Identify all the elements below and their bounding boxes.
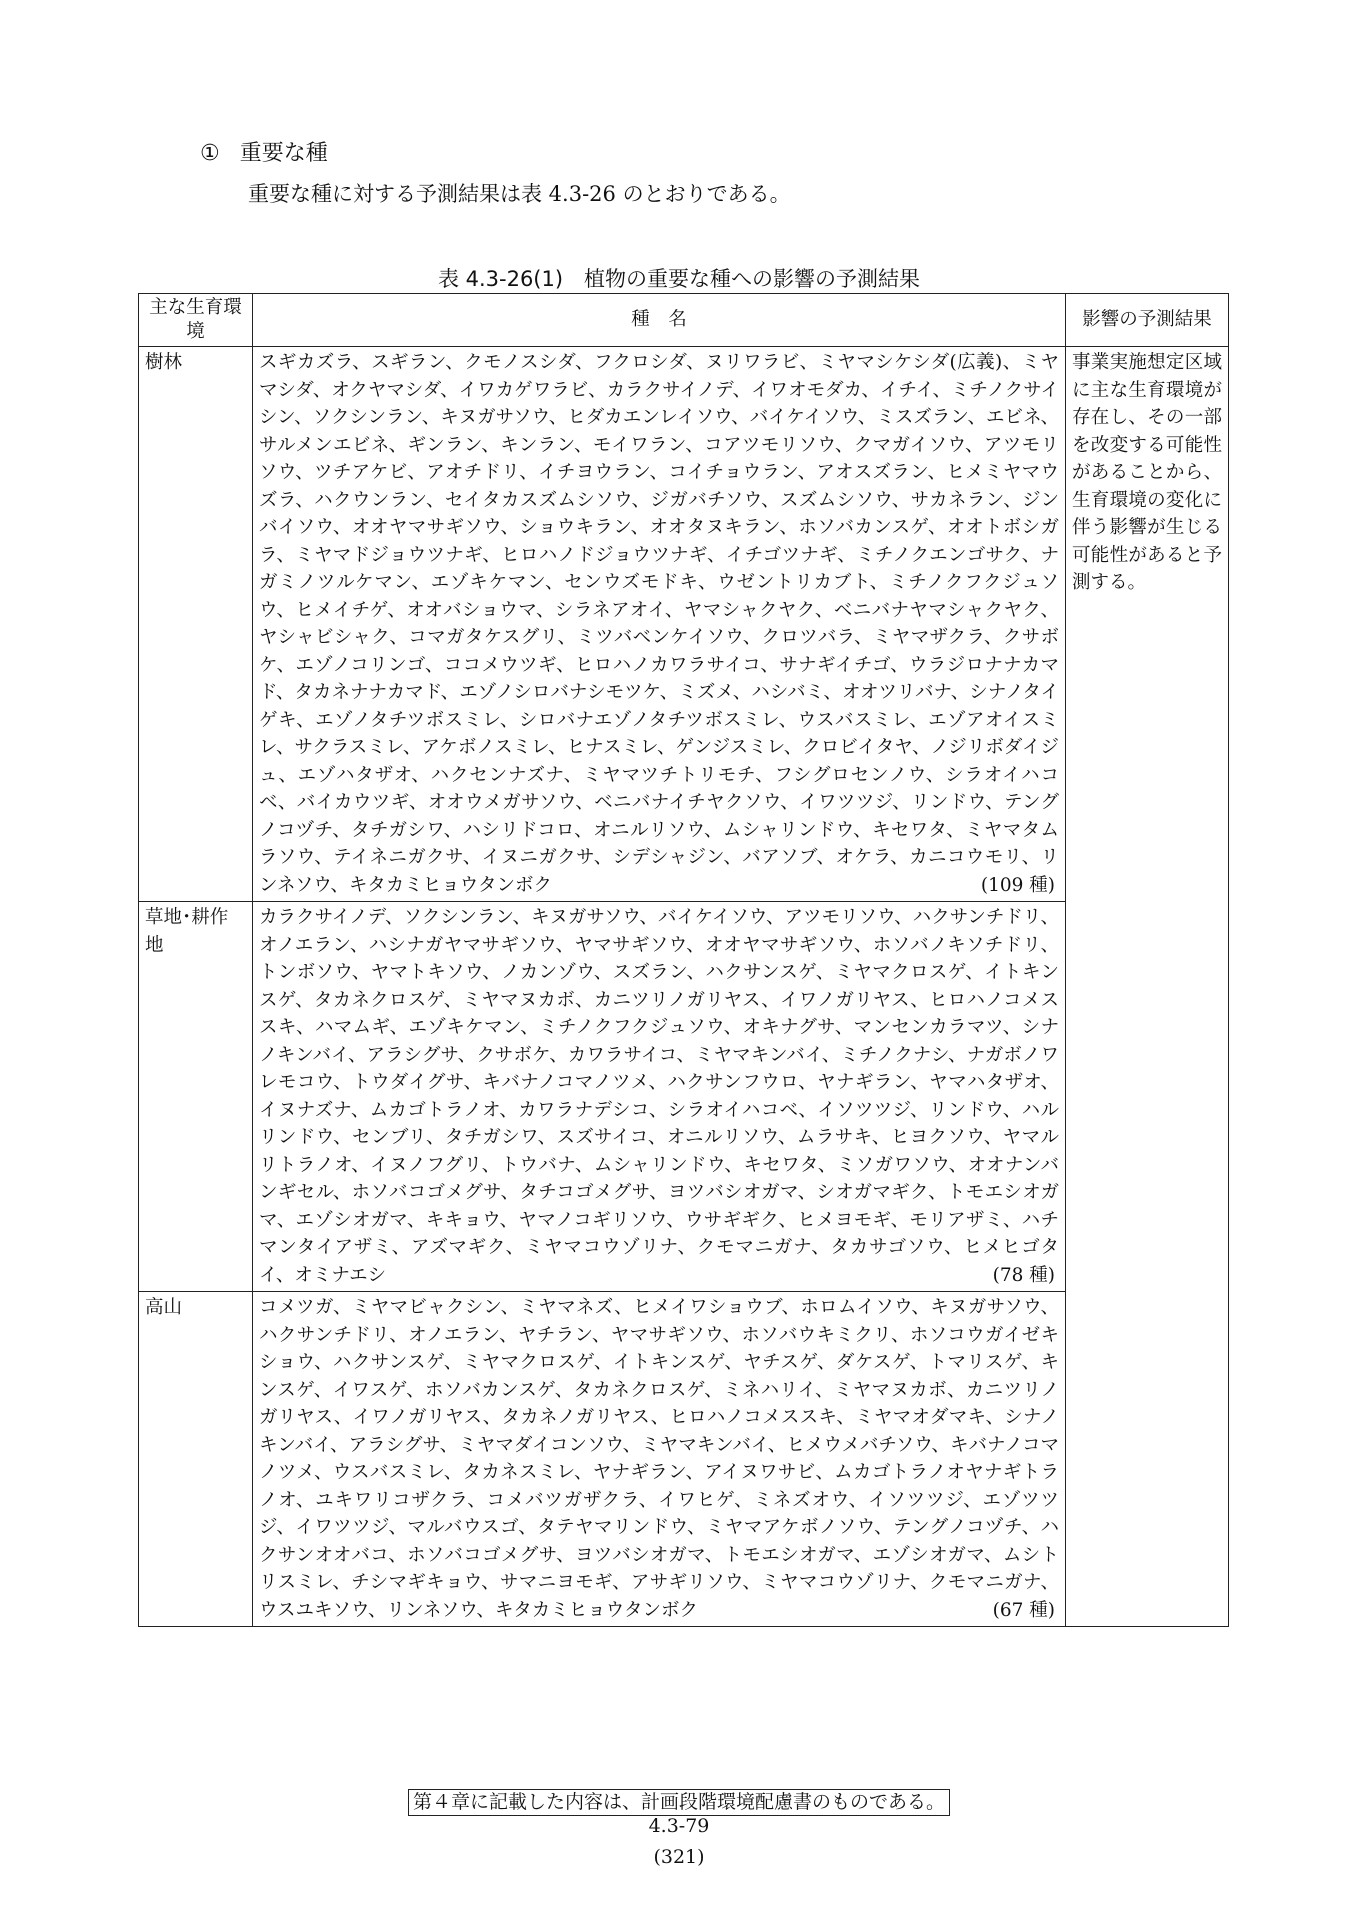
habitat-cell: 高山 [139, 1292, 253, 1627]
header-result: 影響の予測結果 [1066, 294, 1229, 347]
species-cell [253, 1292, 1066, 1627]
species-count: (78 種) [992, 1264, 1055, 1286]
page-total-number: (321) [653, 1846, 705, 1868]
section-title: 重要な種 [239, 141, 328, 166]
footer-note-text: 第４章に記載した内容は、計画段階環境配慮書のものである。 [408, 1789, 950, 1816]
species-list: スギカズラ、スギラン、クモノスシダ、フクロシダ、ヌリワラビ、ミヤマシケシダ(広義)、ミヤマシダ、オクヤマシダ、イワカゲワラビ、カラクサイノデ、イワオモダカ、イチイ、ミチノクサイシン、ソクシンラン、キヌガサソウ、ヒダカエンレイソウ、バイケイソウ、ミスズラン、エビネ、サルメンエビネ、ギンラン、キンラン、モイワラン、コアツモリソウ、クマガイソウ、アツモリソウ、ツチアケビ、アオチドリ、イチヨウラン、コイチョウラン、アオスズラン、ヒメミヤマウズラ、ハクウンラン、セイタカスズムシソウ、ジガバチソウ、スズムシソウ、サカネラン、ジンバイソウ、オオヤマサギソウ、ショウキラン、オオタヌキラン、ホソバカンスゲ、オオトボシガラ、ミヤマドジョウツナギ、ヒロハノドジョウツナギ、イチゴツナギ、ミチノクエンゴサク、ナガミノツルケマン、エゾキケマン、センウズモドキ、ウゼントリカブト、ミチノクフクジュソウ、ヒメイチゲ、オオバショウマ、シラネアオイ、ヤマシャクヤク、ベニバナヤマシャクヤク、ヤシャビシャク、コマガタケスグリ、ミツバベンケイソウ、クロツバラ、ミヤマザクラ、クサボケ、エゾノコリンゴ、ココメウツギ、ヒロハノカワラサイコ、サナギイチゴ、ウラジロナナカマド、タカネナナカマド、エゾノシロバナシモツケ、ミズメ、ハシバミ、オオツリバナ、シナノタイゲキ、エゾノタチツボスミレ、シロバナエゾノタチツボスミレ、ウスバスミレ、エゾアオイスミレ、サクラスミレ、アケボノスミレ、ヒナスミレ、ゲンジスミレ、クロビイタヤ、ノジリボダイジュ、エゾハタザオ、ハクセンナズナ、ミヤマツチトリモチ、フシグロセンノウ、シラオイハコベ、バイカウツギ、オオウメガサソウ、ベニバナイチヤクソウ、イワツツジ、リンドウ、テングノコヅチ、タチガシワ、ハシリドコロ、オニルリソウ、ムシャリンドウ、キセワタ、ミヤマタムラソウ、テイネニガクサ、イヌニガクサ、シデシャジン、バアソブ、オケラ、カニコウモリ、リンネソウ、キタカミヒョウタンボク [259, 352, 1059, 896]
species-count: (109 種) [980, 874, 1055, 896]
species-count: (67 種) [992, 1599, 1055, 1621]
page-number: 4.3-79 [648, 1815, 710, 1837]
table-header-row [139, 294, 1229, 347]
result-cell: 事業実施想定区域に主な生育環境が存在し、その一部を改変する可能性があることから、生育環境の変化に伴う影響が生じる可能性があると予測する。 [1066, 347, 1229, 1627]
habitat-cell: 草地･耕作地 [139, 902, 253, 1292]
header-habitat: 主な生育環境 [139, 294, 253, 347]
species-table [138, 293, 1229, 1627]
habitat-cell: 樹林 [139, 347, 253, 902]
species-list: コメツガ、ミヤマビャクシン、ミヤマネズ、ヒメイワショウブ、ホロムイソウ、キヌガサソウ、ハクサンチドリ、オノエラン、ヤチラン、ヤマサギソウ、ホソバウキミクリ、ホソコウガイゼキショウ、ハクサンスゲ、ミヤマクロスゲ、イトキンスゲ、ヤチスゲ、ダケスゲ、トマリスゲ、キンスゲ、イワスゲ、ホソバカンスゲ、タカネクロスゲ、ミネハリイ、ミヤマヌカボ、カニツリノガリヤス、イワノガリヤス、タカネノガリヤス、ヒロハノコメススキ、ミヤマオダマキ、シナノキンバイ、アラシグサ、ミヤマダイコンソウ、ミヤマキンバイ、ヒメウメバチソウ、キバナノコマノツメ、ウスバスミレ、タカネスミレ、ヤナギラン、アイヌワサビ、ムカゴトラノオヤナギトラノオ、ユキワリコザクラ、コメバツガザクラ、イワヒゲ、ミネズオウ、イソツツジ、エゾツツジ、イワツツジ、マルバウスゴ、タテヤマリンドウ、ミヤマアケボノソウ、テングノコヅチ、ハクサンオオバコ、ホソバコゴメグサ、ヨツバシオガマ、トモエシオガマ、エゾシオガマ、ムシトリスミレ、チシマギキョウ、サマニヨモギ、アサギリソウ、ミヤマコウゾリナ、クモマニガナ、ウスユキソウ、リンネソウ、キタカミヒョウタンボク [259, 1297, 1059, 1621]
table-caption: 表 4.3-26(1) 植物の重要な種への影響の予測結果 [437, 267, 921, 291]
species-cell [253, 902, 1066, 1292]
table-row [139, 347, 1229, 902]
footer-note [0, 1789, 1358, 1816]
header-species: 種 名 [253, 294, 1066, 347]
table-row [139, 902, 1229, 1292]
species-list: カラクサイノデ、ソクシンラン、キヌガサソウ、バイケイソウ、アツモリソウ、ハクサンチドリ、オノエラン、ハシナガヤマサギソウ、ヤマサギソウ、オオヤマサギソウ、ホソバノキソチドリ、トンボソウ、ヤマトキソウ、ノカンゾウ、スズラン、ハクサンスゲ、ミヤマクロスゲ、イトキンスゲ、タカネクロスゲ、ミヤマヌカボ、カニツリノガリヤス、イワノガリヤス、ヒロハノコメススキ、ハマムギ、エゾキケマン、ミチノクフクジュソウ、オキナグサ、マンセンカラマツ、シナノキンバイ、アラシグサ、クサボケ、カワラサイコ、ミヤマキンバイ、ミチノクナシ、ナガボノワレモコウ、トウダイグサ、キバナノコマノツメ、ハクサンフウロ、ヤナギラン、ヤマハタザオ、イヌナズナ、ムカゴトラノオ、カワラナデシコ、シラオイハコベ、イソツツジ、リンドウ、ハルリンドウ、センブリ、タチガシワ、スズサイコ、オニルリソウ、ムラサキ、ヒヨクソウ、ヤマルリトラノオ、イヌノフグリ、トウバナ、ムシャリンドウ、キセワタ、ミソガワソウ、オオナンバンギセル、ホソバコゴメグサ、タチコゴメグサ、ヨツバシオガマ、シオガマギク、トモエシオガマ、エゾシオガマ、キキョウ、ヤマノコギリソウ、ウサギギク、ヒメヨモギ、モリアザミ、ハチマンタイアザミ、アズマギク、ミヤマコウゾリナ、クモマニガナ、タカサゴソウ、ヒメヒゴタイ、オミナエシ [259, 907, 1059, 1286]
table-row [139, 1292, 1229, 1627]
species-cell [253, 347, 1066, 902]
intro-paragraph: 重要な種に対する予測結果は表 4.3-26 のとおりである。 [248, 182, 791, 206]
section-number: ① [200, 141, 220, 166]
section-heading [200, 136, 328, 167]
